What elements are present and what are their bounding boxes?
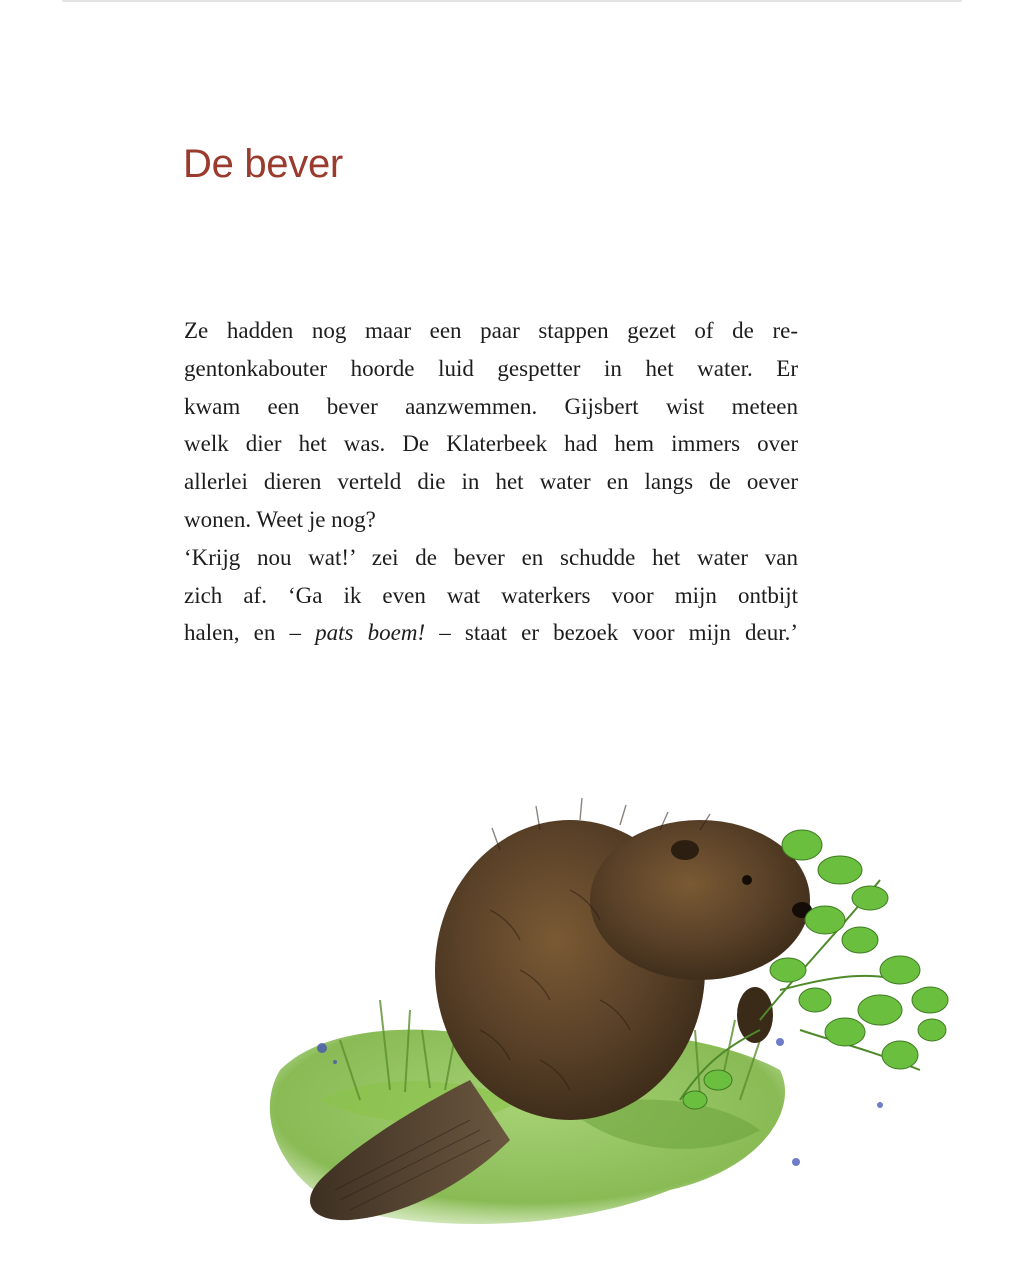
chapter-title: De bever — [183, 142, 343, 186]
text-segment: – staat er bezoek voor mijn deur.’ — [425, 620, 798, 646]
text-line: gentonkabouter hoorde luid gespetter in het water. Er — [184, 355, 798, 381]
beaver-paw — [737, 987, 773, 1043]
text-line-last — [184, 614, 798, 652]
top-divider — [62, 0, 962, 2]
text-line: Ze hadden nog maar een paar stappen gezet of de re- — [184, 318, 798, 343]
beaver-ear — [671, 840, 699, 860]
beaver-head — [590, 820, 810, 980]
story-text — [184, 312, 798, 652]
text-line: wonen. Weet je nog? — [184, 506, 376, 532]
text-line: zich af. ‘Ga ik even wat waterkers voor mijn ontbijt — [184, 582, 798, 608]
beaver-eye — [742, 875, 752, 885]
text-line: allerlei dieren verteld die in het water en langs de oever — [184, 469, 798, 495]
text-line: ‘Krijg nou wat!’ zei de bever en schudde het water van — [184, 544, 798, 570]
emphasis-text: pats boem! — [315, 620, 426, 646]
beaver-illustration — [240, 770, 980, 1250]
text-line: kwam een bever aanzwemmen. Gijsbert wist meteen — [184, 393, 798, 419]
text-segment: halen, en – — [184, 620, 316, 646]
text-line: welk dier het was. De Klaterbeek had hem immers over — [184, 431, 798, 457]
